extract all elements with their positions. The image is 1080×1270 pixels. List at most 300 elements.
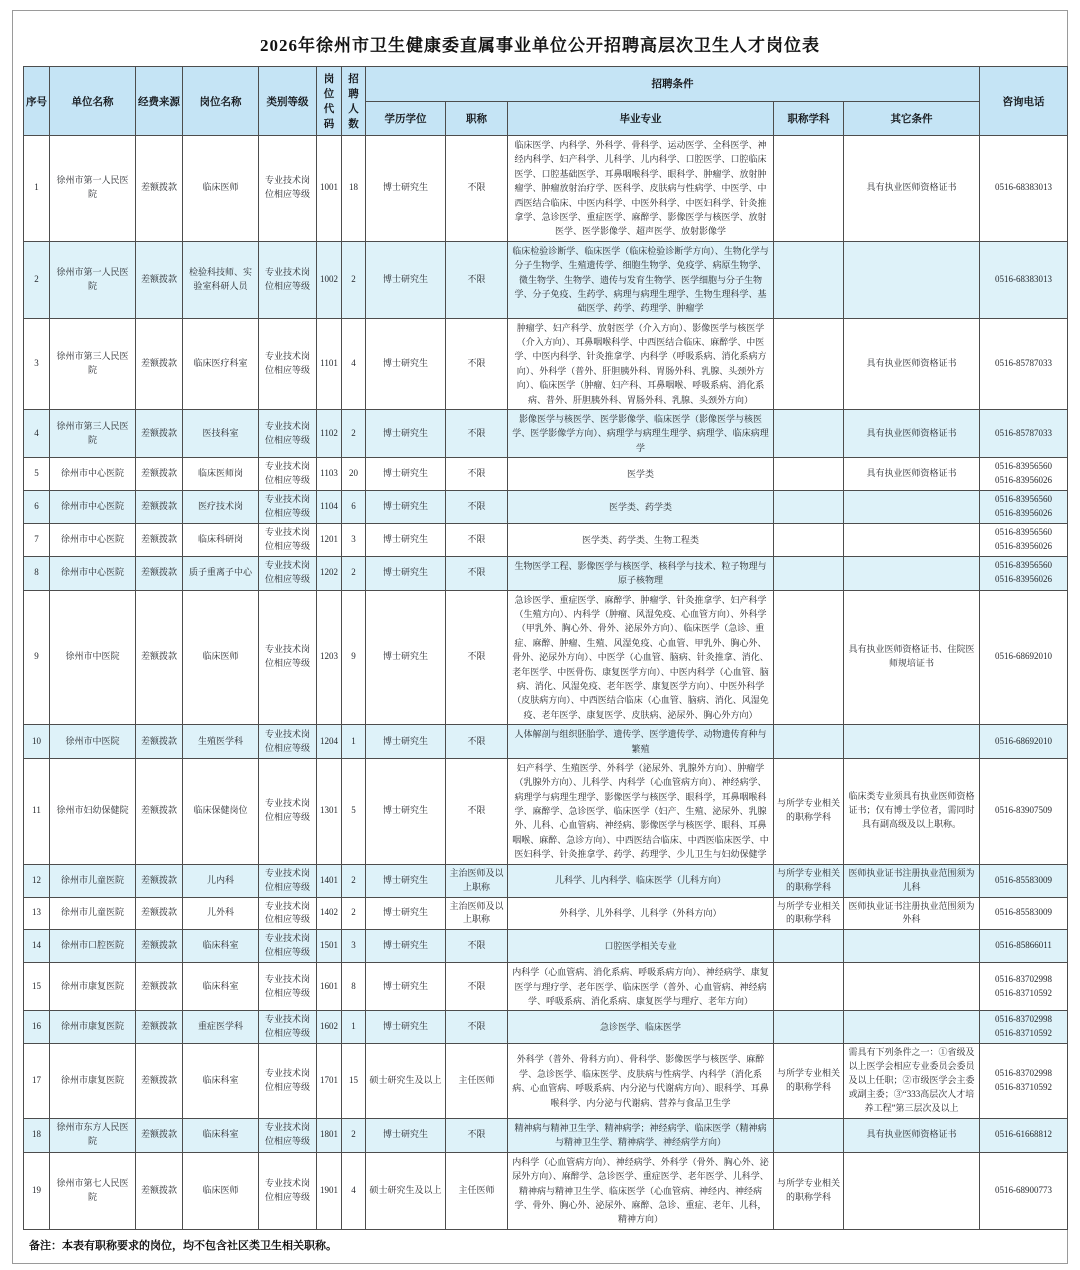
cell-funding: 差额拨款 xyxy=(136,725,183,759)
cell-index: 1 xyxy=(24,136,50,242)
cell-unit: 徐州市妇幼保健院 xyxy=(50,758,136,864)
cell-code: 1103 xyxy=(317,458,342,491)
cell-index: 8 xyxy=(24,556,50,590)
cell-other xyxy=(844,556,980,590)
cell-category: 专业技术岗位相应等级 xyxy=(259,1044,317,1119)
table-row xyxy=(24,241,1068,318)
cell-other xyxy=(844,523,980,556)
cell-degree: 博士研究生 xyxy=(366,758,446,864)
table-row xyxy=(24,318,1068,409)
phone-number: 0516-83956026 xyxy=(995,540,1053,551)
table-row xyxy=(24,1044,1068,1119)
cell-position: 临床保健岗位 xyxy=(183,758,259,864)
cell-count: 4 xyxy=(342,318,366,409)
col-header-major: 毕业专业 xyxy=(508,101,774,136)
cell-major: 影像医学与核医学、医学影像学、临床医学（影像医学与核医学、医学影像学方向）、病理学与病理生理学、病理学、临床病理学 xyxy=(508,410,774,458)
cell-title-subject xyxy=(774,136,844,242)
cell-funding: 差额拨款 xyxy=(136,410,183,458)
cell-unit: 徐州市中心医院 xyxy=(50,556,136,590)
cell-category: 专业技术岗位相应等级 xyxy=(259,897,317,930)
phone-number: 0516-83956026 xyxy=(995,574,1053,585)
cell-funding: 差额拨款 xyxy=(136,523,183,556)
cell-title-subject xyxy=(774,318,844,409)
cell-code: 1701 xyxy=(317,1044,342,1119)
cell-unit: 徐州市中医院 xyxy=(50,725,136,759)
cell-funding: 差额拨款 xyxy=(136,556,183,590)
cell-major: 内科学（心血管病、消化系病、呼吸系病方向）、神经病学、康复医学与理疗学、老年医学、临床医学（普外、心血管病、神经病学、呼吸系病、消化系病、康复医学与理疗、老年方向） xyxy=(508,963,774,1011)
cell-funding: 差额拨款 xyxy=(136,963,183,1011)
cell-degree: 博士研究生 xyxy=(366,241,446,318)
cell-phone xyxy=(980,491,1068,524)
document-sheet xyxy=(12,10,1068,1264)
cell-other xyxy=(844,241,980,318)
phone-number: 0516-83956026 xyxy=(995,475,1053,486)
cell-funding: 差额拨款 xyxy=(136,458,183,491)
cell-count: 20 xyxy=(342,458,366,491)
cell-code: 1402 xyxy=(317,897,342,930)
phone-number: 0516-83907509 xyxy=(995,805,1053,816)
cell-code: 1401 xyxy=(317,864,342,897)
cell-index: 7 xyxy=(24,523,50,556)
cell-code: 1501 xyxy=(317,930,342,963)
cell-title: 不限 xyxy=(446,930,508,963)
cell-unit: 徐州市中医院 xyxy=(50,590,136,725)
phone-number: 0516-83702998 xyxy=(995,1014,1053,1025)
phone-number: 0516-85787033 xyxy=(995,357,1053,368)
cell-category: 专业技术岗位相应等级 xyxy=(259,556,317,590)
recruitment-table xyxy=(23,66,1068,1230)
phone-number: 0516-83710592 xyxy=(995,1028,1053,1039)
cell-index: 15 xyxy=(24,963,50,1011)
cell-major: 生物医学工程、影像医学与核医学、核科学与技术、粒子物理与原子核物理 xyxy=(508,556,774,590)
cell-count: 5 xyxy=(342,758,366,864)
table-row xyxy=(24,491,1068,524)
cell-unit: 徐州市儿童医院 xyxy=(50,864,136,897)
cell-position: 临床医师 xyxy=(183,1152,259,1229)
col-header-phone: 咨询电话 xyxy=(980,67,1068,136)
cell-position: 临床医师岗 xyxy=(183,458,259,491)
cell-phone xyxy=(980,1152,1068,1229)
cell-major: 医学类 xyxy=(508,458,774,491)
phone-number: 0516-83710592 xyxy=(995,987,1053,998)
cell-index: 19 xyxy=(24,1152,50,1229)
col-header-category: 类别等级 xyxy=(259,67,317,136)
cell-funding: 差额拨款 xyxy=(136,241,183,318)
table-row xyxy=(24,136,1068,242)
cell-title: 不限 xyxy=(446,1011,508,1044)
cell-count: 2 xyxy=(342,897,366,930)
cell-index: 12 xyxy=(24,864,50,897)
cell-other: 具有执业医师资格证书 xyxy=(844,458,980,491)
cell-phone xyxy=(980,523,1068,556)
cell-title-subject xyxy=(774,963,844,1011)
cell-major: 妇产科学、生殖医学、外科学（泌尿外、乳腺外方向）、肿瘤学（乳腺外方向）、儿科学、内科学（心血管病方向）、神经病学、病理学与病理生理学、影像医学与核医学、眼科学，耳鼻咽喉科学、麻醉学、急诊医学、临床医学（妇产、生殖、泌尿外、乳腺外、儿科、心血管病、神经病、影像医学与核医学、眼科、耳鼻咽喉、麻醉、急诊方向）、中西医结合临床、中西医临床医学、中医妇科学、针灸推拿学、药学、药理学、少儿卫生与妇幼保健学 xyxy=(508,758,774,864)
cell-unit: 徐州市康复医院 xyxy=(50,1011,136,1044)
cell-title-subject xyxy=(774,523,844,556)
cell-position: 重症医学科 xyxy=(183,1011,259,1044)
table-header xyxy=(24,67,1068,136)
cell-unit: 徐州市康复医院 xyxy=(50,963,136,1011)
cell-other: 具有执业医师资格证书 xyxy=(844,410,980,458)
col-header-other: 其它条件 xyxy=(844,101,980,136)
cell-major: 临床检验诊断学、临床医学（临床检验诊断学方向）、生物化学与分子生物学、生殖遗传学、细胞生物学、免疫学、病原生物学、微生物学、生物学、遗传与发育生物学、医学细胞与分子生物学、分子免疫、生药学、病理与病理生理学、生物生理科学、基础医学、药学、药理学、肿瘤学 xyxy=(508,241,774,318)
cell-code: 1201 xyxy=(317,523,342,556)
cell-major: 急诊医学、重症医学、麻醉学、肿瘤学、针灸推拿学、妇产科学（生殖方向）、内科学（肿瘤、风湿免疫、心血管方向）、外科学（甲乳外、胸心外、骨外、泌尿外方向）、临床医学（急诊、重症、麻醉、肿瘤、生殖、风湿免疫、心血管、甲乳外、胸心外、骨外、泌尿外方向）、中医学（心血管、脑病、针灸推拿、消化、老年医学、中医骨伤、康复医学方向）、中医内科学（心血管、脑病、消化、风湿免疫、老年医学、康复医学方向）、中医外科学（皮肤病方向）、中西医结合临床（心血管、脑病、消化、风湿免疫、老年医学、康复医学、皮肤病、泌尿外、胸心外方向） xyxy=(508,590,774,725)
cell-index: 9 xyxy=(24,590,50,725)
cell-count: 2 xyxy=(342,241,366,318)
cell-degree: 博士研究生 xyxy=(366,590,446,725)
cell-code: 1204 xyxy=(317,725,342,759)
cell-degree: 博士研究生 xyxy=(366,410,446,458)
cell-unit: 徐州市第七人民医院 xyxy=(50,1152,136,1229)
cell-degree: 博士研究生 xyxy=(366,1119,446,1153)
cell-major: 人体解剖与组织胚胎学、遗传学、医学遗传学、动物遗传育种与繁殖 xyxy=(508,725,774,759)
cell-major: 医学类、药学类、生物工程类 xyxy=(508,523,774,556)
cell-code: 1801 xyxy=(317,1119,342,1153)
cell-title: 不限 xyxy=(446,1119,508,1153)
cell-degree: 博士研究生 xyxy=(366,523,446,556)
cell-code: 1002 xyxy=(317,241,342,318)
cell-code: 1202 xyxy=(317,556,342,590)
table-row xyxy=(24,458,1068,491)
cell-other xyxy=(844,930,980,963)
table-row xyxy=(24,1119,1068,1153)
cell-title: 不限 xyxy=(446,725,508,759)
cell-position: 生殖医学科 xyxy=(183,725,259,759)
cell-title-subject xyxy=(774,725,844,759)
table-row xyxy=(24,523,1068,556)
phone-number: 0516-83956560 xyxy=(995,494,1053,505)
cell-phone xyxy=(980,758,1068,864)
phone-number: 0516-85583009 xyxy=(995,907,1053,918)
cell-degree: 博士研究生 xyxy=(366,491,446,524)
cell-unit: 徐州市儿童医院 xyxy=(50,897,136,930)
cell-title: 主治医师及以上职称 xyxy=(446,897,508,930)
cell-count: 4 xyxy=(342,1152,366,1229)
cell-other: 需具有下列条件之一：①省级及以上医学会相应专业委员会委员及以上任职；②市级医学会主委或副主委；③“333高层次人才培养工程”第三层次及以上 xyxy=(844,1044,980,1119)
cell-category: 专业技术岗位相应等级 xyxy=(259,410,317,458)
footnote: 备注：本表有职称要求的岗位，均不包含社区类卫生相关职称。 xyxy=(29,1239,337,1252)
phone-number: 0516-68692010 xyxy=(995,735,1053,746)
cell-count: 3 xyxy=(342,930,366,963)
cell-position: 临床科室 xyxy=(183,963,259,1011)
cell-index: 13 xyxy=(24,897,50,930)
table-body xyxy=(24,136,1068,1230)
phone-number: 0516-85583009 xyxy=(995,874,1053,885)
col-header-position: 岗位名称 xyxy=(183,67,259,136)
phone-number: 0516-83956560 xyxy=(995,560,1053,571)
table-row xyxy=(24,930,1068,963)
phone-number: 0516-68383013 xyxy=(995,273,1053,284)
cell-funding: 差额拨款 xyxy=(136,930,183,963)
cell-index: 18 xyxy=(24,1119,50,1153)
cell-major: 精神病与精神卫生学、精神病学；神经病学、临床医学（精神病与精神卫生学、精神病学、神经病学方向） xyxy=(508,1119,774,1153)
cell-unit: 徐州市东方人民医院 xyxy=(50,1119,136,1153)
cell-phone xyxy=(980,458,1068,491)
cell-count: 2 xyxy=(342,1119,366,1153)
cell-degree: 博士研究生 xyxy=(366,725,446,759)
cell-index: 6 xyxy=(24,491,50,524)
cell-code: 1102 xyxy=(317,410,342,458)
cell-title: 不限 xyxy=(446,318,508,409)
cell-title-subject: 与所学专业相关的职称学科 xyxy=(774,864,844,897)
cell-position: 临床医疗科室 xyxy=(183,318,259,409)
cell-title-subject xyxy=(774,930,844,963)
cell-count: 8 xyxy=(342,963,366,1011)
cell-other: 具有执业医师资格证书 xyxy=(844,1119,980,1153)
cell-degree: 博士研究生 xyxy=(366,458,446,491)
cell-other xyxy=(844,1011,980,1044)
cell-unit: 徐州市中心医院 xyxy=(50,523,136,556)
cell-unit: 徐州市中心医院 xyxy=(50,458,136,491)
cell-major: 急诊医学、临床医学 xyxy=(508,1011,774,1044)
cell-major: 外科学（普外、骨科方向）、骨科学、影像医学与核医学、麻醉学、急诊医学、临床医学、皮肤病与性病学、内科学（消化系病、心血管病、呼吸系病、内分泌与代谢病方向）、眼科学、耳鼻喉科学、内分泌与代谢病、营养与食品卫生学 xyxy=(508,1044,774,1119)
cell-index: 11 xyxy=(24,758,50,864)
cell-degree: 博士研究生 xyxy=(366,136,446,242)
cell-phone xyxy=(980,897,1068,930)
table-row xyxy=(24,963,1068,1011)
cell-index: 5 xyxy=(24,458,50,491)
col-header-degree: 学历学位 xyxy=(366,101,446,136)
cell-funding: 差额拨款 xyxy=(136,1011,183,1044)
cell-category: 专业技术岗位相应等级 xyxy=(259,1011,317,1044)
cell-major: 外科学、儿外科学、儿科学（外科方向） xyxy=(508,897,774,930)
phone-number: 0516-83702998 xyxy=(995,973,1053,984)
phone-number: 0516-68383013 xyxy=(995,182,1053,193)
cell-unit: 徐州市第一人民医院 xyxy=(50,136,136,242)
table-row xyxy=(24,725,1068,759)
cell-major: 医学类、药学类 xyxy=(508,491,774,524)
table-row xyxy=(24,1152,1068,1229)
cell-count: 3 xyxy=(342,523,366,556)
cell-phone xyxy=(980,410,1068,458)
cell-degree: 博士研究生 xyxy=(366,864,446,897)
cell-phone xyxy=(980,930,1068,963)
cell-position: 医技科室 xyxy=(183,410,259,458)
cell-category: 专业技术岗位相应等级 xyxy=(259,725,317,759)
cell-category: 专业技术岗位相应等级 xyxy=(259,758,317,864)
cell-category: 专业技术岗位相应等级 xyxy=(259,523,317,556)
cell-category: 专业技术岗位相应等级 xyxy=(259,1152,317,1229)
cell-title: 主治医师及以上职称 xyxy=(446,864,508,897)
cell-unit: 徐州市中心医院 xyxy=(50,491,136,524)
cell-category: 专业技术岗位相应等级 xyxy=(259,864,317,897)
cell-major: 肿瘤学、妇产科学、放射医学（介入方向）、影像医学与核医学（介入方向）、耳鼻咽喉科学、中西医结合临床、麻醉学、中医学、中医内科学、针灸推拿学、内科学（呼吸系病、消化系病方向）、外科学（普外、肝胆胰外科、胃肠外科、乳腺、头颈外方向）、临床医学（肿瘤、妇产科、耳鼻咽喉、呼吸系病、消化系病、普外、肝胆胰外科、胃肠外科、乳腺、头颈外方向） xyxy=(508,318,774,409)
cell-code: 1001 xyxy=(317,136,342,242)
cell-count: 1 xyxy=(342,725,366,759)
cell-position: 儿内科 xyxy=(183,864,259,897)
cell-phone xyxy=(980,864,1068,897)
cell-count: 2 xyxy=(342,864,366,897)
cell-title: 不限 xyxy=(446,590,508,725)
cell-other: 临床类专业须具有执业医师资格证书；仅有博士学位者，需同时具有副高级及以上职称。 xyxy=(844,758,980,864)
col-header-funding: 经费来源 xyxy=(136,67,183,136)
cell-funding: 差额拨款 xyxy=(136,864,183,897)
cell-code: 1301 xyxy=(317,758,342,864)
phone-number: 0516-61668812 xyxy=(995,1129,1053,1140)
phone-number: 0516-68692010 xyxy=(995,651,1053,662)
cell-funding: 差额拨款 xyxy=(136,136,183,242)
page-title: 2026年徐州市卫生健康委直属事业单位公开招聘高层次卫生人才岗位表 xyxy=(260,36,820,55)
cell-phone xyxy=(980,1011,1068,1044)
cell-title: 主任医师 xyxy=(446,1044,508,1119)
cell-count: 18 xyxy=(342,136,366,242)
phone-number: 0516-83956560 xyxy=(995,526,1053,537)
cell-degree: 博士研究生 xyxy=(366,318,446,409)
cell-position: 临床科室 xyxy=(183,930,259,963)
cell-other xyxy=(844,491,980,524)
cell-index: 16 xyxy=(24,1011,50,1044)
cell-other xyxy=(844,963,980,1011)
table-row xyxy=(24,758,1068,864)
cell-degree: 博士研究生 xyxy=(366,963,446,1011)
cell-code: 1203 xyxy=(317,590,342,725)
cell-index: 17 xyxy=(24,1044,50,1119)
cell-funding: 差额拨款 xyxy=(136,1044,183,1119)
phone-number: 0516-85866011 xyxy=(995,940,1052,951)
cell-degree: 博士研究生 xyxy=(366,930,446,963)
cell-position: 临床科室 xyxy=(183,1119,259,1153)
table-row xyxy=(24,556,1068,590)
cell-unit: 徐州市康复医院 xyxy=(50,1044,136,1119)
cell-unit: 徐州市第三人民医院 xyxy=(50,410,136,458)
table-row xyxy=(24,864,1068,897)
cell-title-subject xyxy=(774,410,844,458)
cell-position: 质子重离子中心 xyxy=(183,556,259,590)
cell-count: 1 xyxy=(342,1011,366,1044)
table-row xyxy=(24,897,1068,930)
phone-number: 0516-68900773 xyxy=(995,1184,1053,1195)
cell-major: 口腔医学相关专业 xyxy=(508,930,774,963)
cell-count: 9 xyxy=(342,590,366,725)
cell-category: 专业技术岗位相应等级 xyxy=(259,963,317,1011)
cell-title: 不限 xyxy=(446,523,508,556)
cell-title: 不限 xyxy=(446,491,508,524)
cell-title-subject xyxy=(774,556,844,590)
cell-title: 不限 xyxy=(446,963,508,1011)
cell-code: 1101 xyxy=(317,318,342,409)
cell-funding: 差额拨款 xyxy=(136,758,183,864)
phone-number: 0516-83956026 xyxy=(995,508,1053,519)
phone-number: 0516-83702998 xyxy=(995,1068,1053,1079)
cell-position: 医疗技术岗 xyxy=(183,491,259,524)
cell-title: 不限 xyxy=(446,458,508,491)
cell-position: 临床医师 xyxy=(183,136,259,242)
cell-phone xyxy=(980,556,1068,590)
col-header-title-subject: 职称学科 xyxy=(774,101,844,136)
cell-title-subject xyxy=(774,1011,844,1044)
cell-title-subject xyxy=(774,491,844,524)
cell-other xyxy=(844,725,980,759)
cell-code: 1602 xyxy=(317,1011,342,1044)
cell-title-subject xyxy=(774,241,844,318)
table-row xyxy=(24,1011,1068,1044)
cell-phone xyxy=(980,590,1068,725)
col-header-count: 招聘人数 xyxy=(342,67,366,136)
col-header-index: 序号 xyxy=(24,67,50,136)
cell-category: 专业技术岗位相应等级 xyxy=(259,930,317,963)
cell-title-subject xyxy=(774,590,844,725)
phone-number: 0516-83710592 xyxy=(995,1082,1053,1093)
cell-title: 不限 xyxy=(446,241,508,318)
cell-title: 不限 xyxy=(446,136,508,242)
cell-title-subject: 与所学专业相关的职称学科 xyxy=(774,758,844,864)
cell-other: 医师执业证书注册执业范围须为儿科 xyxy=(844,864,980,897)
cell-count: 2 xyxy=(342,410,366,458)
cell-other: 医师执业证书注册执业范围须为外科 xyxy=(844,897,980,930)
cell-phone xyxy=(980,241,1068,318)
cell-category: 专业技术岗位相应等级 xyxy=(259,241,317,318)
cell-phone xyxy=(980,1119,1068,1153)
cell-position: 儿外科 xyxy=(183,897,259,930)
cell-phone xyxy=(980,963,1068,1011)
cell-funding: 差额拨款 xyxy=(136,1152,183,1229)
cell-phone xyxy=(980,136,1068,242)
col-header-unit: 单位名称 xyxy=(50,67,136,136)
cell-degree: 博士研究生 xyxy=(366,556,446,590)
cell-degree: 博士研究生 xyxy=(366,1011,446,1044)
cell-code: 1901 xyxy=(317,1152,342,1229)
cell-funding: 差额拨款 xyxy=(136,897,183,930)
cell-count: 2 xyxy=(342,556,366,590)
cell-phone xyxy=(980,725,1068,759)
cell-category: 专业技术岗位相应等级 xyxy=(259,318,317,409)
cell-unit: 徐州市第一人民医院 xyxy=(50,241,136,318)
phone-number: 0516-83956560 xyxy=(995,461,1053,472)
col-header-conditions-group: 招聘条件 xyxy=(366,67,980,102)
cell-unit: 徐州市口腔医院 xyxy=(50,930,136,963)
cell-title-subject: 与所学专业相关的职称学科 xyxy=(774,1152,844,1229)
cell-index: 10 xyxy=(24,725,50,759)
cell-position: 临床医师 xyxy=(183,590,259,725)
cell-other: 具有执业医师资格证书、住院医师规培证书 xyxy=(844,590,980,725)
cell-position: 检验科技师、实验室科研人员 xyxy=(183,241,259,318)
col-header-title: 职称 xyxy=(446,101,508,136)
cell-index: 4 xyxy=(24,410,50,458)
cell-degree: 博士研究生 xyxy=(366,897,446,930)
cell-funding: 差额拨款 xyxy=(136,491,183,524)
cell-category: 专业技术岗位相应等级 xyxy=(259,458,317,491)
table-row xyxy=(24,410,1068,458)
cell-title-subject: 与所学专业相关的职称学科 xyxy=(774,1044,844,1119)
cell-code: 1601 xyxy=(317,963,342,1011)
cell-phone xyxy=(980,1044,1068,1119)
cell-funding: 差额拨款 xyxy=(136,1119,183,1153)
cell-count: 6 xyxy=(342,491,366,524)
table-row xyxy=(24,590,1068,725)
phone-number: 0516-85787033 xyxy=(995,427,1053,438)
cell-category: 专业技术岗位相应等级 xyxy=(259,491,317,524)
cell-title: 不限 xyxy=(446,758,508,864)
cell-title: 不限 xyxy=(446,556,508,590)
cell-unit: 徐州市第三人民医院 xyxy=(50,318,136,409)
cell-degree: 硕士研究生及以上 xyxy=(366,1044,446,1119)
cell-category: 专业技术岗位相应等级 xyxy=(259,136,317,242)
cell-title-subject xyxy=(774,458,844,491)
cell-index: 2 xyxy=(24,241,50,318)
col-header-code: 岗位代码 xyxy=(317,67,342,136)
cell-phone xyxy=(980,318,1068,409)
cell-code: 1104 xyxy=(317,491,342,524)
cell-funding: 差额拨款 xyxy=(136,318,183,409)
cell-other: 具有执业医师资格证书 xyxy=(844,318,980,409)
cell-category: 专业技术岗位相应等级 xyxy=(259,1119,317,1153)
cell-category: 专业技术岗位相应等级 xyxy=(259,590,317,725)
cell-major: 临床医学、内科学、外科学、骨科学、运动医学、全科医学、神经内科学、妇产科学、儿科学、儿内科学、口腔医学、口腔临床医学、口腔基础医学、耳鼻咽喉科学、眼科学、肿瘤学、放射肿瘤学、肿瘤放射治疗学、医科学、皮肤病与性病学、中医学、中西医结合临床、中医内科学、中医外科学、中医妇科学、针灸推拿学、急诊医学、重症医学、麻醉学、影像医学与核医学、放射医学、医学影像学、超声医学、放射影像学 xyxy=(508,136,774,242)
cell-title: 主任医师 xyxy=(446,1152,508,1229)
cell-title: 不限 xyxy=(446,410,508,458)
cell-position: 临床科研岗 xyxy=(183,523,259,556)
